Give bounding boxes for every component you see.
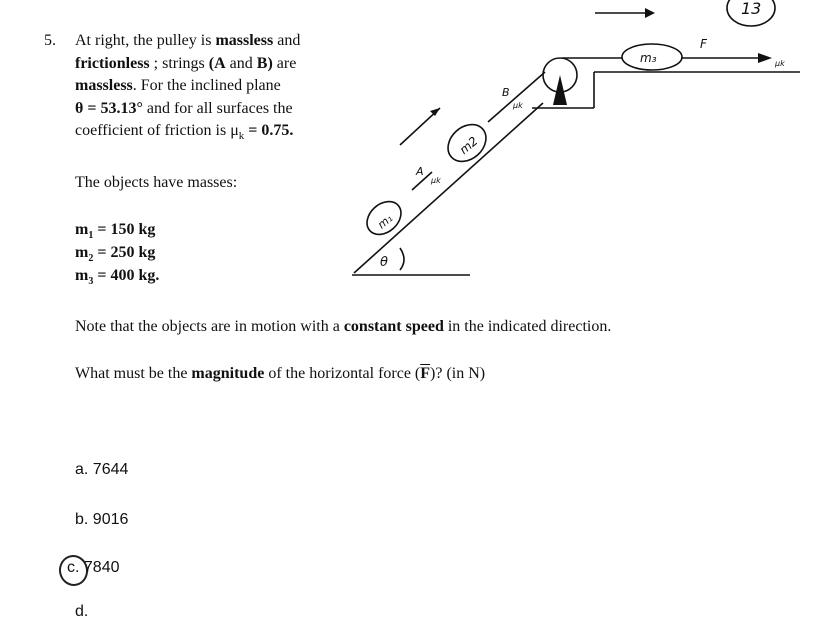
answer-b[interactable]: b. 9016 bbox=[75, 511, 129, 528]
label-mu: μk bbox=[513, 101, 523, 110]
label-string-b: B bbox=[502, 86, 510, 99]
arrowhead-icon bbox=[758, 53, 772, 63]
label-theta: θ bbox=[380, 255, 388, 270]
string-b bbox=[488, 72, 545, 122]
mass-2: $m_2 = 250$ kg bbox=[75, 244, 156, 265]
masses-heading: The objects have masses: bbox=[75, 174, 238, 191]
mass-1: $m_1 = 150$ kg bbox=[75, 221, 156, 242]
answer-c[interactable]: c. 7840 bbox=[67, 559, 120, 576]
answer-d[interactable]: d. bbox=[75, 603, 89, 620]
incline-surface bbox=[354, 103, 543, 273]
question-text: At right, the pulley is massless and frictionless ; strings (A and B) are massless. For the inclined plane θ = 53.13° and for all surfaces the coefficient of friction is $\mu_k = 0.75$. bbox=[75, 32, 301, 143]
label-m1: m₁ bbox=[375, 211, 396, 232]
label-force: F bbox=[700, 37, 707, 51]
pulley-support bbox=[553, 75, 567, 105]
label-m3: m₃ bbox=[640, 51, 657, 65]
page-mark: 13 bbox=[741, 0, 762, 18]
arrowhead-icon bbox=[645, 8, 655, 18]
mass-3: $m_3 = 400$ kg. bbox=[75, 267, 160, 288]
question-number: 5. bbox=[44, 32, 56, 49]
label-m2: m2 bbox=[456, 133, 481, 158]
angle-arc bbox=[400, 248, 404, 270]
label-string-a: A bbox=[416, 165, 424, 178]
ask-text: What must be the magnitude of the horizontal force $(\overline{F})$? (in N) bbox=[75, 365, 486, 382]
label-mu: μk bbox=[775, 59, 785, 68]
answer-a[interactable]: a. 7644 bbox=[75, 461, 129, 478]
label-mu: μk bbox=[431, 176, 441, 185]
note-text: Note that the objects are in motion with a constant speed in the indicated direction. bbox=[75, 318, 612, 335]
